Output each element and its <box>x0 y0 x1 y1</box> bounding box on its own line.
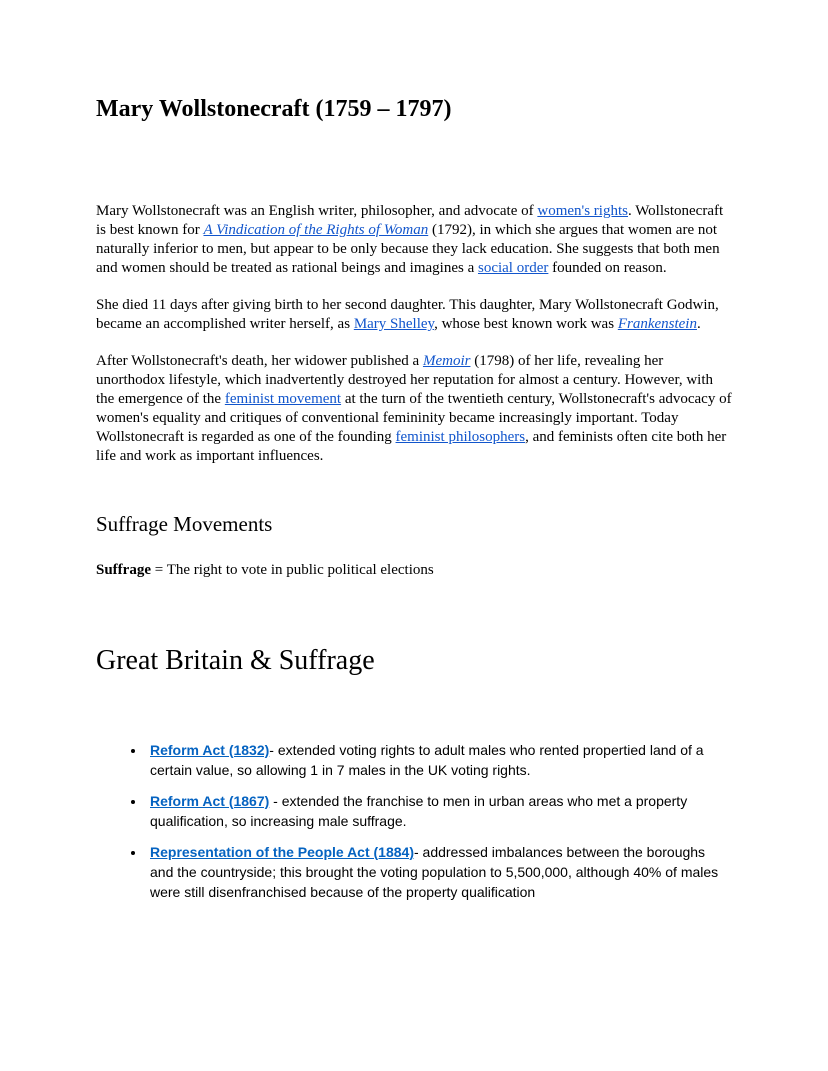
great-britain-suffrage-heading: Great Britain & Suffrage <box>96 644 375 676</box>
text-run: Suffrage <box>96 561 151 578</box>
text-link[interactable]: Representation of the People Act (1884) <box>150 843 414 860</box>
text-link[interactable]: A Vindication of the Rights of Woman <box>203 221 429 238</box>
suffrage-acts-list <box>96 740 732 902</box>
intro-paragraph <box>96 202 732 278</box>
page-title: Mary Wollstonecraft (1759 – 1797) <box>96 96 452 122</box>
text-run: (1792), in which she argues that women are not naturally inferior to men, but appear to be only because they lack education. She suggests that both men and women should be treated as rational beings and imagines a <box>96 221 720 276</box>
text-run: , whose best known work was <box>434 315 618 332</box>
text-run: She died 11 days after giving birth to her second daughter. This daughter, Mary Wollstonecraft Godwin, became an accomplished writer herself, as <box>96 296 719 332</box>
text-run: Mary Wollstonecraft was an English writer, philosopher, and advocate of <box>96 202 538 219</box>
suffrage-definition <box>96 561 732 580</box>
text-run: After Wollstonecraft's death, her widower published a <box>96 352 423 369</box>
text-link[interactable]: Mary Shelley <box>353 315 435 332</box>
text-run: at the turn of the twentieth century, Wollstonecraft's advocacy of women's equality and critiques of conventional femininity became increasingly important. Today Wollstonecraft is regarded as one of the founding <box>96 390 732 445</box>
list-item-reform-act-1832 <box>146 740 732 780</box>
text-run: . <box>696 315 701 332</box>
text-run: - addressed imbalances between the boroughs and the countryside; this brought the voting population to 5,500,000, although 40% of males were still disenfranchised because of the property qualification <box>150 843 719 900</box>
text-link[interactable]: feminist movement <box>224 390 342 407</box>
list-item-reform-act-1867 <box>146 791 732 831</box>
daughter-paragraph <box>96 296 732 334</box>
text-run: . Wollstonecraft is best known for <box>96 202 724 238</box>
text-run: - extended the franchise to men in urban areas who met a property qualification, so increasing male suffrage. <box>150 792 688 829</box>
text-link[interactable]: Reform Act (1867) <box>150 792 270 809</box>
text-run: - extended voting rights to adult males who rented propertied land of a certain value, so allowing 1 in 7 males in the UK voting rights. <box>150 741 704 778</box>
text-link[interactable]: feminist philosophers <box>395 428 526 445</box>
text-link[interactable]: women's rights <box>537 202 628 219</box>
text-run: = The right to vote in public political elections <box>151 561 434 578</box>
text-link[interactable]: Memoir <box>422 352 471 369</box>
suffrage-movements-heading: Suffrage Movements <box>96 511 273 536</box>
text-link[interactable]: Frankenstein <box>617 315 697 332</box>
legacy-paragraph <box>96 352 732 466</box>
text-run: founded on reason. <box>548 259 667 276</box>
text-run: (1798) of her life, revealing her unorthodox lifestyle, which inadvertently destroyed her reputation for almost a century. However, with the emergence of the <box>96 352 713 407</box>
text-run: , and feminists often cite both her life and work as important influences. <box>96 428 727 464</box>
text-link[interactable]: Reform Act (1832) <box>150 741 270 758</box>
list-item-representation-act-1884 <box>146 842 732 902</box>
text-link[interactable]: social order <box>477 259 549 276</box>
